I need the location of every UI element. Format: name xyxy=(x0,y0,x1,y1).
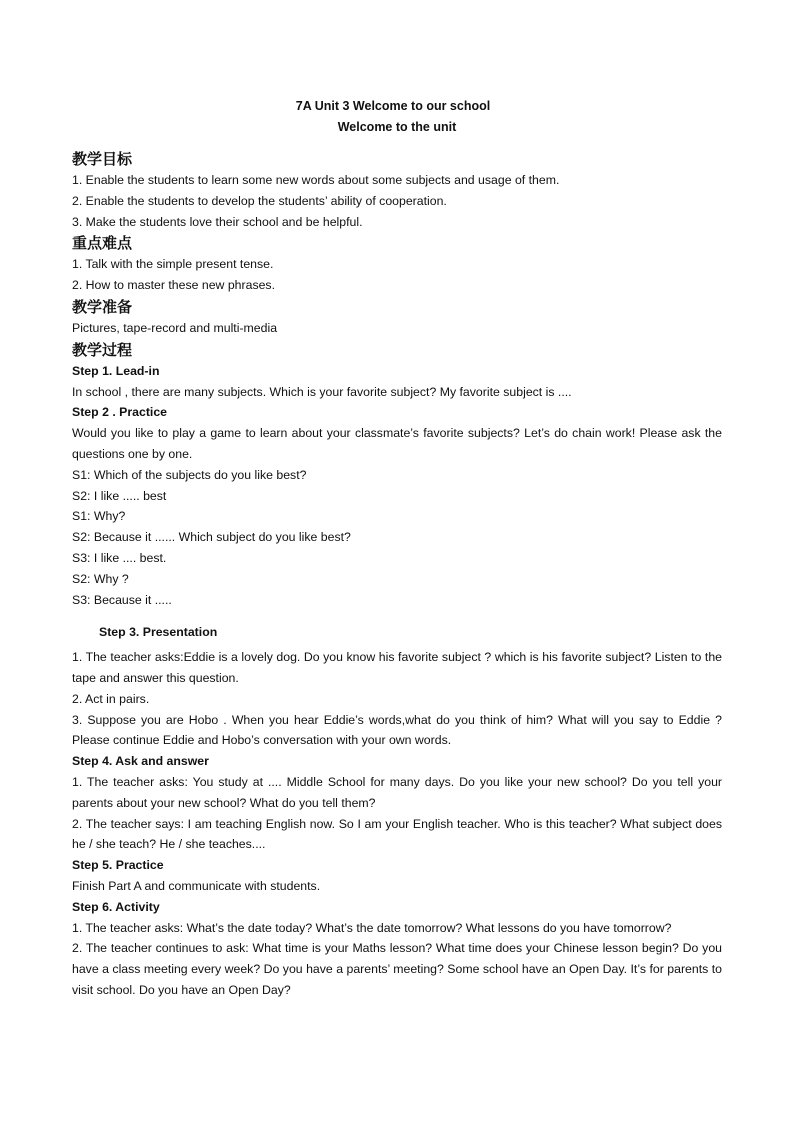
step1-text: In school , there are many subjects. Which is your favorite subject? My favorite subject is .... xyxy=(72,384,572,399)
dialog-line: S2: Why ? xyxy=(72,571,129,586)
section-heading-goals: 教学目标 xyxy=(72,150,133,168)
goal-item: 1. Enable the students to learn some new words about some subjects and usage of them. xyxy=(72,173,560,187)
dialog-line: S2: Because it ...... Which subject do you like best? xyxy=(72,530,351,545)
section-heading-process: 教学过程 xyxy=(72,340,133,359)
goal-item: 2. Enable the students to develop the students’ ability of cooperation. xyxy=(72,193,447,208)
step4-title: Step 4. Ask and answer xyxy=(72,754,209,769)
dialog-line: S2: I like ..... best xyxy=(72,488,167,503)
step3-item: 3. Suppose you are Hobo . When you hear Eddie’s words,what do you think of him? What will you say to Eddie ? Please continue Eddie and Hobo’s conversation with your own words. xyxy=(72,712,722,748)
dialog-line: S3: Because it ..... xyxy=(72,592,172,607)
step2-title: Step 2 . Practice xyxy=(72,405,168,420)
step1-title: Step 1. Lead-in xyxy=(72,363,160,378)
doc-title: 7A Unit 3 Welcome to our school xyxy=(295,99,491,113)
step3-item: 2. Act in pairs. xyxy=(72,691,150,706)
key-point-item: 1. Talk with the simple present tense. xyxy=(72,257,274,272)
dialog-line: S3: I like .... best. xyxy=(72,550,167,565)
step6-item: 1. The teacher asks: What’s the date today? What’s the date tomorrow? What lessons do you have tomorrow? xyxy=(72,920,672,935)
step6-title: Step 6. Activity xyxy=(72,899,160,914)
step5-text: Finish Part A and communicate with students. xyxy=(72,878,321,893)
section-heading-key-points: 重点难点 xyxy=(72,234,133,253)
step6-item: 2. The teacher continues to ask: What time is your Maths lesson? What time does your Chinese lesson begin? Do you have a class meeting every week? Do you have a parents’ meeting? Some school have an Open Day. It’s for parents to visit school. Do you have an Open Day? xyxy=(72,941,722,997)
dialog-line: S1: Which of the subjects do you like best? xyxy=(72,467,307,482)
step2-paragraph: Would you like to play a game to learn about your classmate’s favorite subjects? Let’s do chain work! Please ask the questions one by one. xyxy=(72,426,722,461)
goal-item: 3. Make the students love their school and be helpful. xyxy=(72,214,363,229)
step4-item: 2. The teacher says: I am teaching English now. So I am your English teacher. Who is this teacher? What subject does he / she teach? He / she teaches.... xyxy=(72,816,722,852)
section-heading-preparation: 教学准备 xyxy=(72,297,133,316)
dialog-line: S1: Why? xyxy=(72,509,126,524)
step5-title: Step 5. Practice xyxy=(72,858,164,873)
document-page xyxy=(72,96,722,1001)
preparation-text: Pictures, tape-record and multi-media xyxy=(72,320,278,335)
step4-item: 1. The teacher asks: You study at .... Middle School for many days. Do you like your new school? Do you tell your parents about your new school? What do you tell them? xyxy=(72,774,722,810)
key-point-item: 2. How to master these new phrases. xyxy=(72,278,275,293)
doc-subtitle: Welcome to the unit xyxy=(337,120,457,134)
step3-item: 1. The teacher asks:Eddie is a lovely dog. Do you know his favorite subject ? which is his favorite subject? Listen to the tape and answer this question. xyxy=(72,650,722,685)
step3-title: Step 3. Presentation xyxy=(99,625,218,640)
